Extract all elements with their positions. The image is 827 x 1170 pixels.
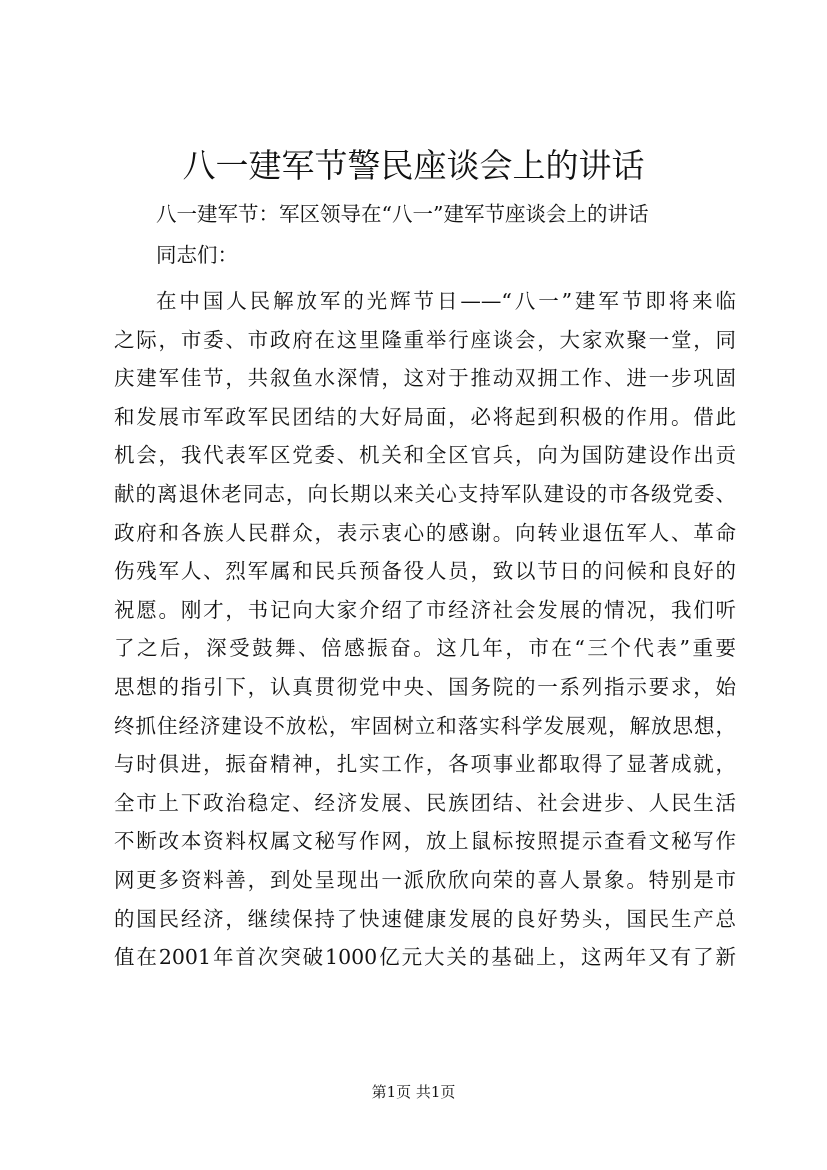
body-line: 政府和各族人民群众，表示衷心的感谢。向转业退伍军人、革命 xyxy=(114,520,736,545)
body-line: 机会，我代表军区党委、机关和全区官兵，向为国防建设作出贡 xyxy=(114,443,736,468)
body-paragraph xyxy=(114,282,736,977)
body-line: 之际，市委、市政府在这里隆重举行座谈会，大家欢聚一堂，同 xyxy=(114,327,736,352)
body-line: 与时俱进，振奋精神，扎实工作，各项事业都取得了显著成就， xyxy=(114,752,736,777)
body-line: 献的离退休老同志，向长期以来关心支持军队建设的市各级党委、 xyxy=(114,481,736,506)
body-line: 祝愿。刚才，书记向大家介绍了市经济社会发展的情况，我们听 xyxy=(114,597,736,622)
body-line: 不断改本资料权属文秘写作网，放上鼠标按照提示查看文秘写作 xyxy=(114,829,736,854)
body-line: 网更多资料善，到处呈现出一派欣欣向荣的喜人景象。特别是市 xyxy=(114,867,736,892)
page-footer: 第1页 共1页 xyxy=(371,1083,456,1101)
body-line: 在中国人民解放军的光辉节日——“八一”建军节即将来临 xyxy=(156,289,736,313)
body-line: 思想的指引下，认真贯彻党中央、国务院的一系列指示要求，始 xyxy=(114,674,736,699)
body-line: 值在2001年首次突破1000亿元大关的基础上，这两年又有了新 xyxy=(114,945,736,970)
document-subtitle: 八一建军节：军区领导在“八一”建军节座谈会上的讲话 xyxy=(156,202,649,226)
body-line: 了之后，深受鼓舞、倍感振奋。这几年，市在“三个代表”重要 xyxy=(114,636,736,661)
salutation: 同志们： xyxy=(156,243,238,267)
body-line: 庆建军佳节，共叙鱼水深情，这对于推动双拥工作、进一步巩固 xyxy=(114,366,736,391)
body-line: 和发展市军政军民团结的大好局面，必将起到积极的作用。借此 xyxy=(114,404,736,429)
body-line: 全市上下政治稳定、经济发展、民族团结、社会进步、人民生活 xyxy=(114,790,736,815)
body-line: 的国民经济，继续保持了快速健康发展的良好势头，国民生产总 xyxy=(114,906,736,931)
document-title: 八一建军节警民座谈会上的讲话 xyxy=(182,146,645,185)
body-line: 终抓住经济建设不放松，牢固树立和落实科学发展观，解放思想， xyxy=(114,713,736,738)
body-line: 伤残军人、烈军属和民兵预备役人员，致以节日的问候和良好的 xyxy=(114,559,736,584)
